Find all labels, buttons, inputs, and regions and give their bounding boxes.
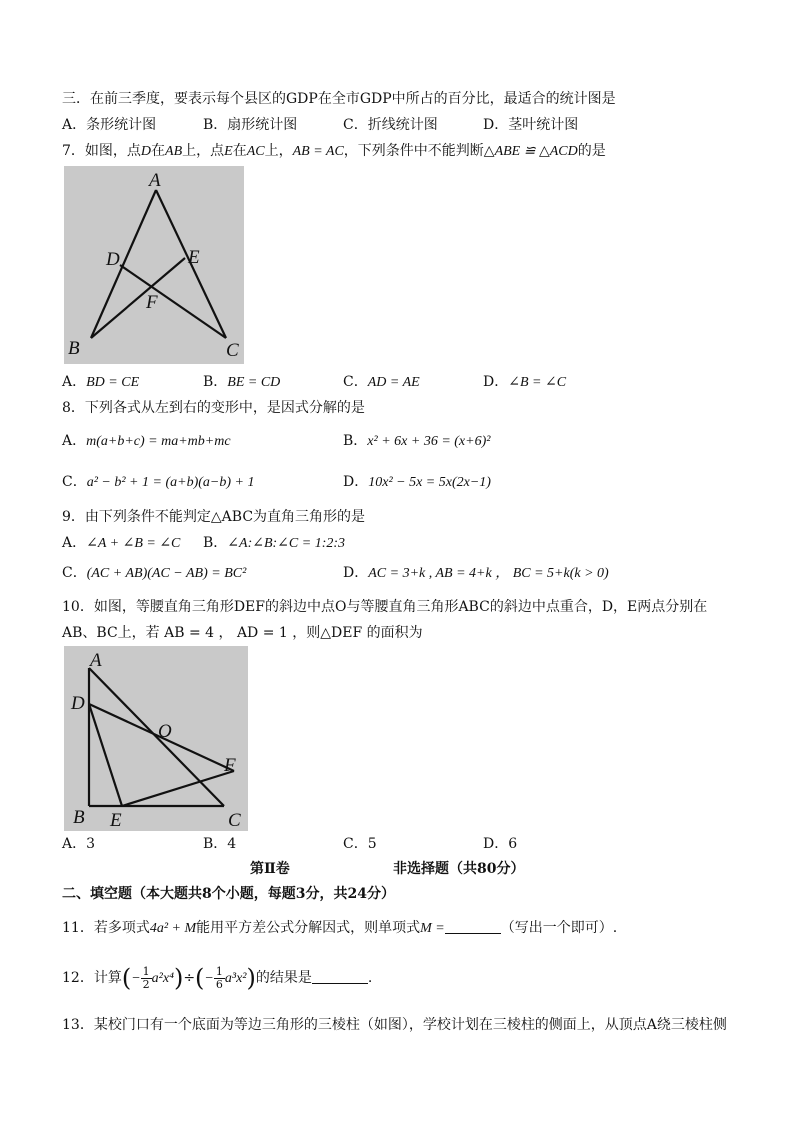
question-10-figure	[64, 646, 248, 831]
question-11: 11．若多项式4a² + M能用平方差公式分解因式，则单项式M = （写出一个即可）.	[62, 920, 618, 936]
fig7-label-e: E	[188, 247, 200, 268]
fig7-label-b: B	[68, 338, 80, 359]
fig7-label-d: D	[106, 249, 120, 270]
question-7-figure	[64, 166, 244, 364]
question-6-stem: 三．在前三季度，要表示每个县区的GDP在全市GDP中所占的百分比，最适合的统计图是	[62, 91, 616, 107]
fig10-label-b: B	[73, 807, 85, 828]
question-8-option-b: B．x² + 6x + 36 = (x+6)²	[343, 433, 491, 449]
question-9-stem: 9．由下列条件不能判定△ABC为直角三角形的是	[62, 509, 366, 525]
fraction-2: $\frac{1}{6}$	[215, 964, 223, 991]
question-8-option-a: A．m(a+b+c) = ma+mb+mc	[62, 433, 231, 449]
question-7-option-c: C．AD = AE	[343, 374, 420, 390]
question-9-option-a: A．∠A + ∠B = ∠C	[62, 535, 181, 551]
question-12: 12．计算(− $\frac{1}{2}$ a²x⁴)÷(− $\frac{1}{6}$ a³x²)的结果是 .	[62, 964, 373, 992]
fraction-1: $\frac{1}{2}$	[142, 964, 150, 991]
fig7-label-c: C	[226, 340, 239, 361]
question-8-stem: 8．下列各式从左到右的变形中，是因式分解的是	[62, 400, 365, 416]
fig10-label-c: C	[228, 810, 241, 831]
question-8-option-c: C．a² − b² + 1 = (a+b)(a−b) + 1	[62, 474, 255, 490]
question-9-option-c: C．(AC + AB)(AC − AB) = BC²	[62, 565, 247, 581]
answer-blank-12[interactable]	[312, 969, 368, 984]
question-9-option-d: D．AC = 3+k , AB = 4+k ， BC = 5+k(k > 0)	[343, 565, 609, 581]
section-title: 非选择题（共80分）	[393, 861, 525, 877]
fig7-label-a: A	[149, 170, 161, 191]
question-10-option-d: D．6	[483, 836, 518, 852]
question-13-stem: 13．某校门口有一个底面为等边三角形的三棱柱（如图），学校计划在三棱柱的侧面上，从顶点A绕三棱柱侧	[62, 1017, 727, 1033]
question-10-option-c: C．5	[343, 836, 377, 852]
fig7-label-f: F	[146, 292, 158, 313]
fill-in-heading: 二、填空题（本大题共8个小题，每题3分，共24分）	[62, 886, 395, 902]
question-6-option-c: C．折线统计图	[343, 117, 438, 133]
question-8-option-d: D．10x² − 5x = 5x(2x−1)	[343, 474, 491, 490]
question-6-option-a: A．条形统计图	[62, 117, 157, 133]
fig10-label-e: E	[110, 810, 122, 831]
question-10-option-b: B．4	[203, 836, 237, 852]
answer-blank-11[interactable]	[445, 919, 501, 934]
question-7-stem: 7．如图，点D在AB上，点E在AC上，AB = AC，下列条件中不能判断△ABE ≌ △ACD的是	[62, 143, 606, 159]
question-10-option-a: A．3	[62, 836, 96, 852]
fig10-label-d: D	[71, 693, 85, 714]
question-7-option-b: B．BE = CD	[203, 374, 281, 390]
question-6-option-b: B．扇形统计图	[203, 117, 298, 133]
question-10-stem-line-1: 10．如图，等腰直角三角形DEF的斜边中点O与等腰直角三角形ABC的斜边中点重合，D，E两点分别在	[62, 599, 708, 615]
question-7-option-a: A．BD = CE	[62, 374, 140, 390]
question-7-option-d: D．∠B = ∠C	[483, 374, 567, 390]
fig10-label-f: F	[224, 755, 236, 776]
question-9-option-b: B．∠A:∠B:∠C = 1:2:3	[203, 535, 346, 551]
question-10-stem-line-2: AB、BC上，若 AB = 4 ， AD = 1 ，则△DEF 的面积为	[62, 625, 423, 641]
fig10-label-a: A	[90, 650, 102, 671]
volume-title: 第Ⅱ卷	[250, 861, 290, 877]
fig10-label-o: O	[158, 721, 172, 742]
question-6-option-d: D．茎叶统计图	[483, 117, 579, 133]
